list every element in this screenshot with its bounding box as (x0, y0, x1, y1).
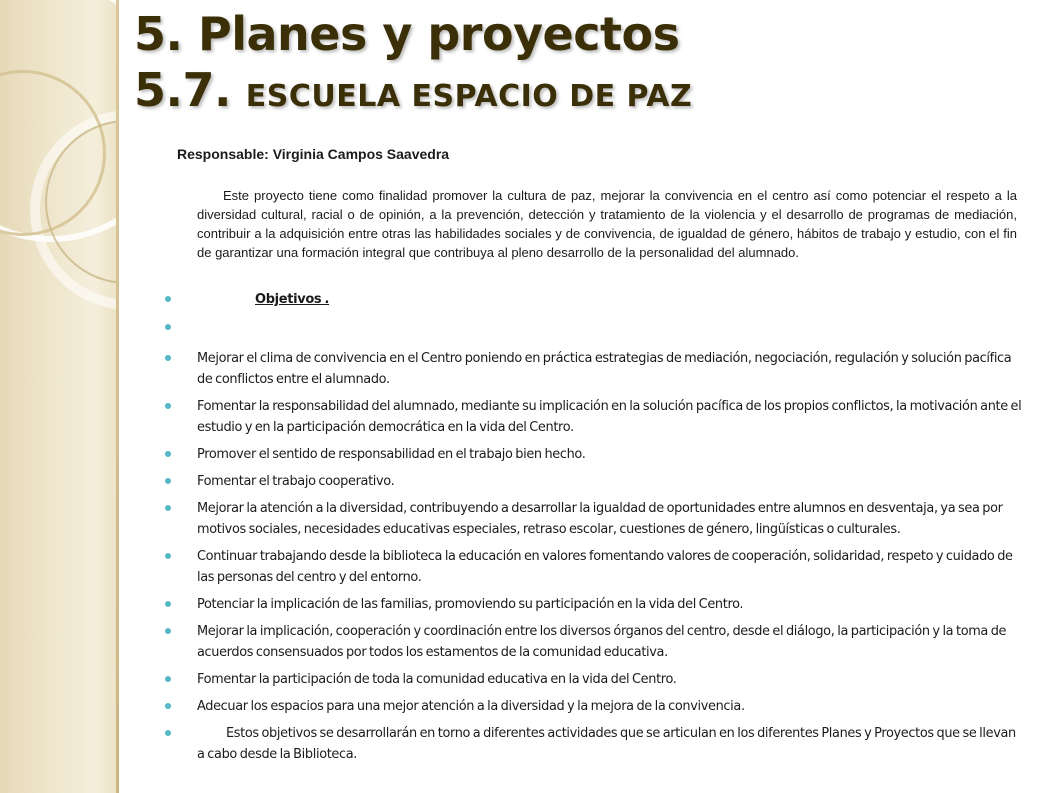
closing-note: Estos objetivos se desarrollarán en torno a diferentes actividades que se articulan en los diferentes Planes y Proyectos que se llevan a cabo desde la Biblioteca. (197, 726, 1016, 762)
list-item: Mejorar el clima de convivencia en el Centro poniendo en práctica estrategias de mediación, negociación, regulación y solución pacífica de conflictos entre el alumnado. (160, 348, 1022, 390)
list-item: Continuar trabajando desde la biblioteca la educación en valores fomentando valores de cooperación, solidaridad, respeto y cuidado de las personas del centro y del entorno. (160, 546, 1022, 588)
list-item: Potenciar la implicación de las familias, promoviendo su participación en la vida del Centro. (160, 594, 1022, 615)
section-name: ESCUELA ESPACIO DE PAZ (245, 79, 693, 114)
objectives-heading: Objetivos . (255, 292, 330, 307)
decorative-side-band (0, 0, 118, 793)
list-item-empty (160, 317, 1022, 338)
list-item: Mejorar la atención a la diversidad, contribuyendo a desarrollar la igualdad de oportunidades entre alumnos en desventaja, ya sea por motivos sociales, necesidades educativas especiales, retraso escolar, cuestiones de género, lingüísticas o culturales. (160, 498, 1022, 540)
intro-paragraph: Este proyecto tiene como finalidad promover la cultura de paz, mejorar la convivencia en el centro así como potenciar el respeto a la diversidad cultural, racial o de opinión, a la prevención, detección y tratamiento de la violencia y el desarrollo de programas de mediación, contribuir a la adquisición entre otras las habilidades sociales y de convivencia, de igualdad de género, hábitos de trabajo y estudio, con el fin de garantizar una formación integral que contribuya al pleno desarrollo de la personalidad del alumnado. (197, 188, 1017, 260)
title-line-2 (134, 62, 1034, 125)
title-line-1: 5. Planes y proyectos (134, 7, 680, 61)
list-item (160, 723, 1022, 765)
list-item: Promover el sentido de responsabilidad en el trabajo bien hecho. (160, 444, 1022, 465)
slide-title (134, 6, 1034, 125)
list-item: Adecuar los espacios para una mejor atención a la diversidad y la mejora de la convivencia. (160, 696, 1022, 717)
side-band-edge (116, 0, 119, 793)
list-item: Fomentar la participación de toda la comunidad educativa en la vida del Centro. (160, 669, 1022, 690)
list-item: Fomentar la responsabilidad del alumnado, mediante su implicación en la solución pacífica de los propios conflictos, la motivación ante el estudio y en la participación democrática en la vida del Centro. (160, 396, 1022, 438)
list-item (160, 289, 1022, 310)
section-number: 5.7. (134, 63, 231, 117)
list-item: Mejorar la implicación, cooperación y coordinación entre los diversos órganos del centro, desde el diálogo, la participación y la toma de acuerdos consensuados por todos los estamentos de la comunidad educativa. (160, 621, 1022, 663)
responsable-line: Responsable: Virginia Campos Saavedra (177, 146, 450, 162)
list-item: Fomentar el trabajo cooperativo. (160, 471, 1022, 492)
objectives-list (160, 289, 1022, 771)
